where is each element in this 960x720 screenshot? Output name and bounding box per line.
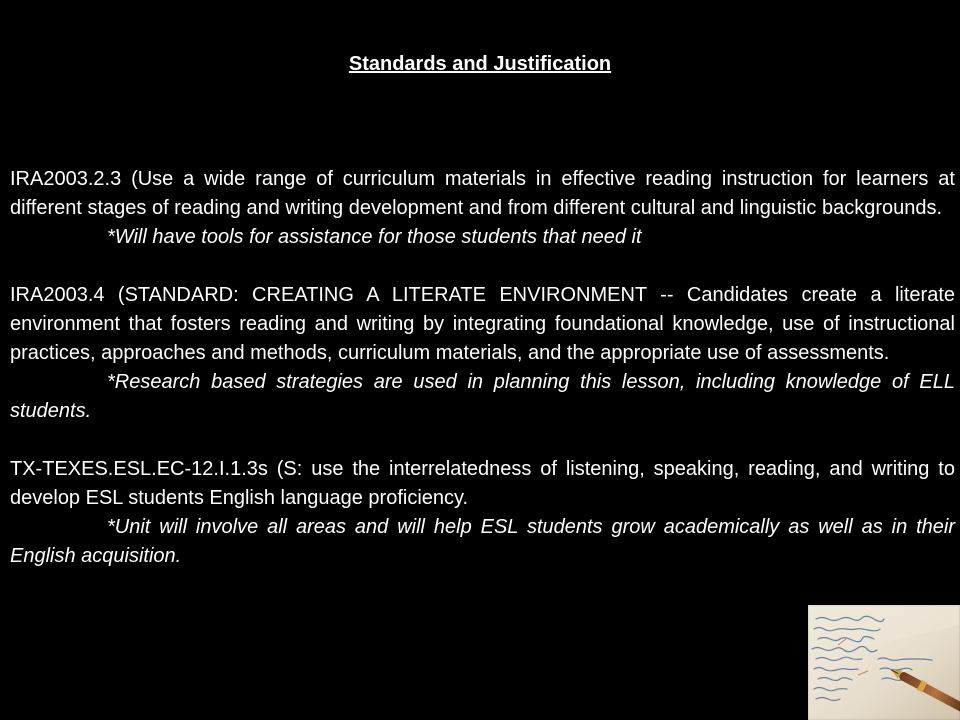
spacer [10,252,955,281]
justification-note: *Research based strategies are used in planning this lesson, including knowledge of ELL students. [10,371,955,422]
standard-item [10,281,955,426]
standard-text: TX-TEXES.ESL.EC-12.I.1.3s (S: use the interrelatedness of listening, speaking, reading, and writing to develop ESL students English language proficiency. [10,458,955,509]
standard-text: IRA2003.4 (STANDARD: CREATING A LITERATE ENVIRONMENT -- Candidates create a literate environment that fosters reading and writing by integrating foundational knowledge, use of instructional practices, approaches and methods, curriculum materials, and the appropriate use of assessments. [10,284,955,364]
justification-note: *Unit will involve all areas and will help ESL students grow academically as well as in their English acquisition. [10,516,955,567]
slide-title: Standards and Justification [348,53,612,75]
standard-item [10,455,955,571]
handwritten-letter-pen-image [808,605,960,720]
standard-item [10,165,955,252]
standards-list [10,165,955,571]
justification-note: *Will have tools for assistance for those students that need it [107,226,642,248]
spacer [10,426,955,455]
standard-text: IRA2003.2.3 (Use a wide range of curriculum materials in effective reading instruction for learners at different stages of reading and writing development and from different cultural and linguistic backgrounds. [10,168,955,219]
